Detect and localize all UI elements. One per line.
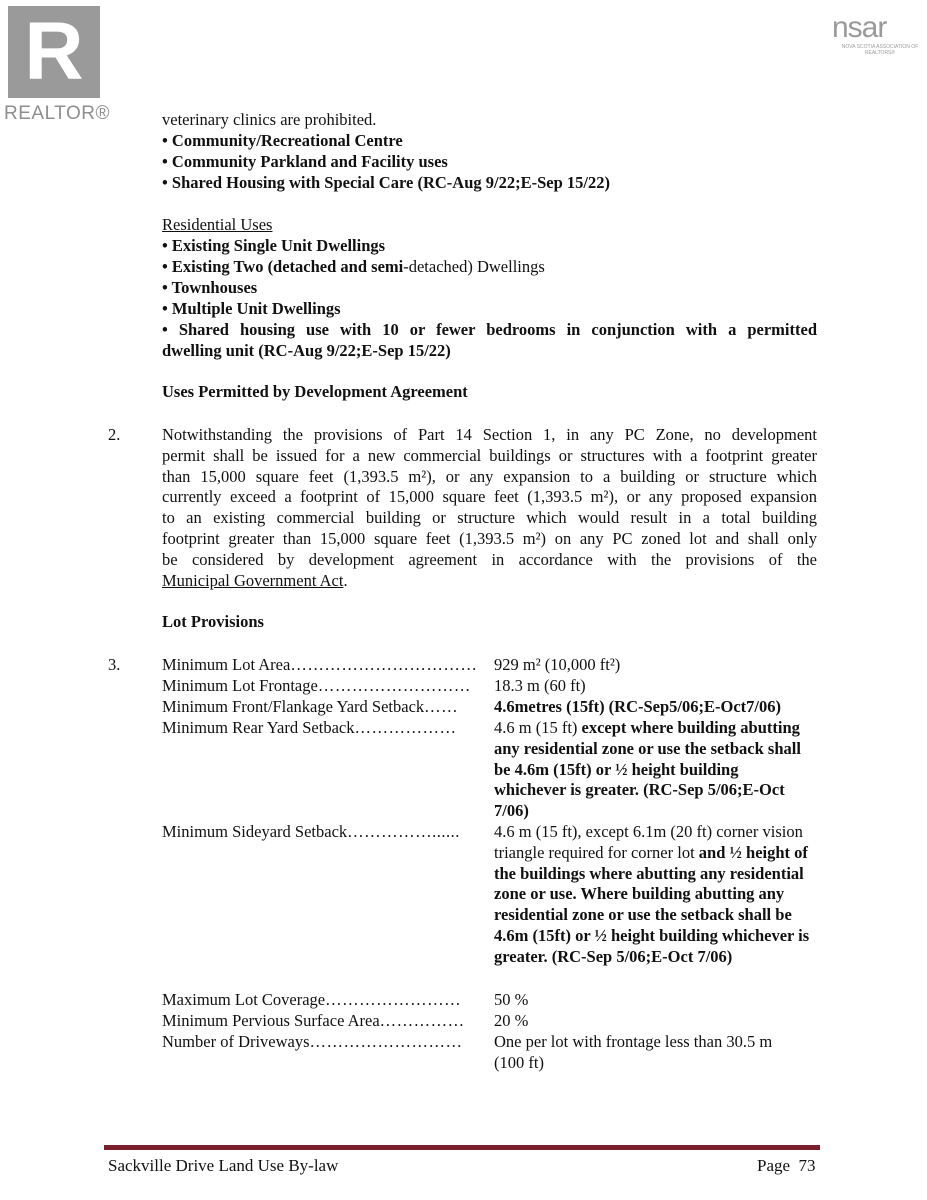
provision-value: [494, 718, 806, 822]
section-heading: Uses Permitted by Development Agreement: [162, 382, 468, 401]
intro-line: veterinary clinics are prohibited.: [162, 110, 377, 129]
provision-label-text: Number of Driveways: [162, 1032, 310, 1051]
nsar-logo-subtitle: NOVA SCOTIA ASSOCIATION OF REALTORS®: [841, 44, 919, 56]
clause-paragraph: [162, 425, 817, 591]
provision-label: [162, 718, 456, 738]
provision-label-text: Minimum Lot Frontage: [162, 676, 318, 695]
provision-leader: ……………………: [325, 990, 462, 1009]
provision-leader: ……: [424, 697, 459, 716]
provision-label: [162, 676, 471, 696]
paragraph-line: be considered by development agreement in accordance with the provisions of the: [162, 549, 817, 569]
provision-leader: ……………: [379, 1011, 465, 1030]
list-item: • Townhouses: [162, 278, 258, 297]
list-item-line: dwelling unit (RC-Aug 9/22;E-Sep 15/22): [162, 340, 451, 360]
paragraph-tail: .: [343, 570, 348, 590]
paragraph-line: Notwithstanding the provisions of Part 14 Section 1, in any PC Zone, no development: [162, 425, 817, 444]
provision-label: [162, 1011, 465, 1031]
provision-value: [494, 822, 822, 968]
provision-label: [162, 655, 477, 675]
list-item: • Shared Housing with Special Care (RC-Aug 9/22;E-Sep 15/22): [162, 173, 610, 192]
provision-value: 18.3 m (60 ft): [494, 676, 586, 695]
realtor-logo: [0, 0, 110, 130]
residential-heading: Residential Uses: [162, 215, 273, 234]
list-item: [162, 320, 817, 362]
provision-label: [162, 822, 460, 842]
provision-leader: ……………………………: [290, 655, 478, 674]
provision-label-text: Maximum Lot Coverage: [162, 990, 326, 1009]
realtor-logo-word: REALTOR®: [4, 103, 110, 124]
realtor-logo-letter: R: [24, 6, 84, 97]
paragraph-line: to an existing commercial building or structure which would result in a total building: [162, 508, 817, 528]
provision-value: 50 %: [494, 990, 529, 1009]
nsar-logo-word: nsar: [832, 11, 887, 44]
list-item: • Community/Recreational Centre: [162, 131, 403, 150]
footer-title: Sackville Drive Land Use By-law: [108, 1156, 339, 1175]
act-reference: Municipal Government Act: [162, 570, 344, 590]
clause-number: 3.: [108, 655, 121, 674]
list-item-rest: -detached) Dwellings: [403, 257, 545, 276]
provision-value: 4.6metres (15ft) (RC-Sep5/06;E-Oct7/06): [494, 697, 781, 716]
list-item-line: • Shared housing use with 10 or fewer bedrooms in conjunction with a permitted: [162, 320, 817, 339]
provision-value: 20 %: [494, 1011, 529, 1030]
provision-leader: ………………………: [317, 676, 471, 695]
provision-label: [162, 697, 458, 717]
paragraph-line: permit shall be issued for a new commercial buildings or structures with a footprint greater: [162, 445, 817, 465]
provision-label-text: Minimum Rear Yard Setback: [162, 718, 355, 737]
provision-label-text: Minimum Pervious Surface Area: [162, 1011, 380, 1030]
section-heading: Lot Provisions: [162, 612, 264, 631]
footer-rule: [104, 1145, 820, 1150]
provision-label: [162, 990, 461, 1010]
provision-value: 929 m² (10,000 ft²): [494, 655, 621, 674]
provision-label-text: Minimum Sideyard Setback: [162, 822, 348, 841]
page-number: Page 73: [757, 1156, 816, 1175]
provision-value-plain: 4.6 m (15 ft), except 6.1m (20 ft) corner vision triangle required for corner lot: [494, 822, 803, 862]
provision-value-amendment: and ½ height of the buildings where abutting any residential zone or use. Where building abutting any residential zone or use the setback shall be 4.6m (15ft) or ½ height building whichever is greater. (RC-Sep 5/06;E-Oct 7/06): [494, 842, 810, 966]
list-item: [162, 257, 545, 277]
list-item-bold: • Existing Two (detached and semi: [162, 257, 404, 276]
provision-label-text: Minimum Front/Flankage Yard Setback: [162, 697, 425, 716]
list-item: • Existing Single Unit Dwellings: [162, 236, 386, 255]
list-item: • Community Parkland and Facility uses: [162, 152, 448, 171]
nsar-logo: [830, 10, 922, 62]
provision-label-text: Minimum Lot Area: [162, 655, 291, 674]
paragraph-line: footprint greater than 15,000 square feet (1,393.5 m²) on any PC zoned lot and shall only: [162, 528, 817, 548]
list-item: • Multiple Unit Dwellings: [162, 299, 341, 318]
provision-value: One per lot with frontage less than 30.5 m (100 ft): [494, 1032, 773, 1072]
clause-number: 2.: [108, 425, 121, 444]
provision-leader: ………………………: [309, 1032, 463, 1051]
provision-leader: ………………: [354, 718, 457, 737]
provision-label: [162, 1032, 463, 1052]
provision-leader: ……………......: [347, 822, 460, 841]
provision-value-amendment: except where building abutting any residential zone or use the setback shall be 4.6m (15ft) or ½ height building whichever is greater. (RC-Sep 5/06;E-Oct 7/06): [494, 718, 801, 821]
provision-value-plain: 4.6 m (15 ft): [494, 718, 578, 737]
paragraph-line: currently exceed a footprint of 15,000 square feet (1,393.5 m²), or any proposed expansion: [162, 487, 817, 507]
paragraph-line: than 15,000 square feet (1,393.5 m²), or any expansion to a building or structure which: [162, 466, 817, 486]
paragraph-line: [162, 571, 817, 592]
